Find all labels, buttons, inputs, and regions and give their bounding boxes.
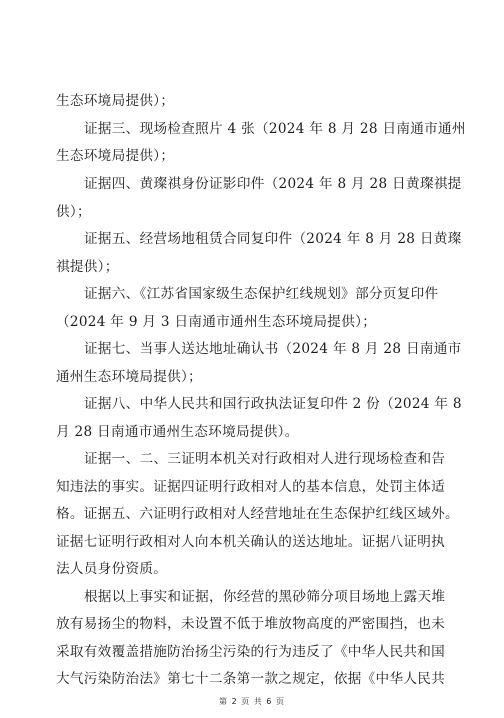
text-line: 证据六、《江苏省国家级生态保护红线规划》部分页复印件 — [84, 286, 439, 302]
text-line: 证据七、当事人送达地址确认书（2024 年 8 月 28 日南通市 — [84, 341, 462, 357]
text-line: （2024 年 9 月 3 日南通市通州生态环境局提供）； — [56, 314, 377, 330]
text-line: 证据八、中华人民共和国行政执法证复印件 2 份（2024 年 8 — [84, 396, 462, 412]
text-line: 生态环境局提供）； — [56, 93, 175, 109]
text-line: 法人员身份资质。 — [56, 561, 168, 577]
text-line: 证据一、二、三证明本机关对行政相对人进行现场检查和告 — [84, 451, 446, 467]
text-line: 证据三、现场检查照片 4 张（2024 年 8 月 28 日南通市通州 — [84, 121, 466, 137]
text-line: 祺提供）； — [56, 259, 119, 275]
text-line: 放有易扬尘的物料，未设置不低于堆放物高度的严密围挡，也未 — [56, 616, 446, 632]
text-line: 供）； — [56, 204, 91, 220]
text-line: 格。证据五、六证明行政相对人经营地址在生态保护红线区域外。 — [56, 506, 459, 522]
text-line: 通州生态环境局提供）； — [56, 369, 203, 385]
text-line: 月 28 日南通市通州生态环境局提供）。 — [56, 424, 299, 440]
text-line: 知违法的事实。证据四证明行政相对人的基本信息，处罚主体适 — [56, 479, 446, 495]
text-line: 生态环境局提供）； — [56, 148, 175, 164]
text-line: 大气污染防治法》第七十二条第一款之规定，依据《中华人民共 — [56, 671, 446, 687]
text-line: 证据五、经营场地租赁合同复印件（2024 年 8 月 28 日黄璨 — [84, 231, 462, 247]
page-number-footer: 第 2 页 共 6 页 — [219, 697, 285, 706]
text-line: 采取有效覆盖措施防治扬尘污染的行为违反了《中华人民共和国 — [56, 644, 446, 660]
text-line: 证据七证明行政相对人向本机关确认的送达地址。证据八证明执 — [56, 534, 446, 550]
text-line: 证据四、黄璨祺身份证影印件（2024 年 8 月 28 日黄璨祺提 — [84, 176, 462, 192]
text-line: 根据以上事实和证据，你经营的黑砂筛分项目场地上露天堆 — [84, 589, 446, 605]
